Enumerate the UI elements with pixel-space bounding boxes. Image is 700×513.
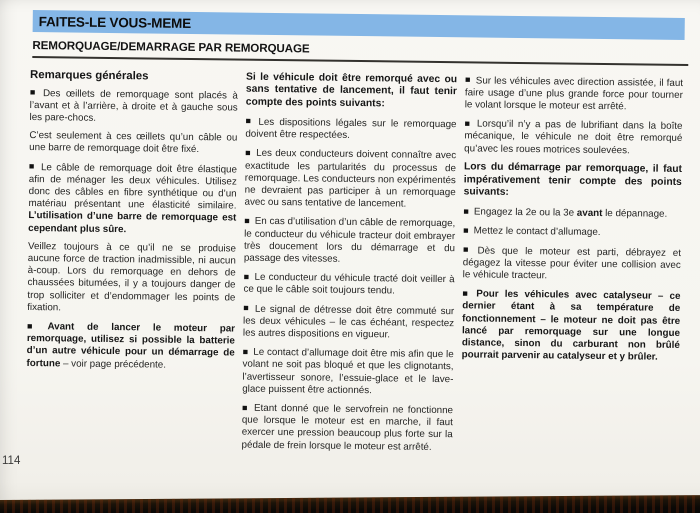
bullet-square-icon: ■: [245, 147, 252, 158]
text: Lorsqu’il n’y a pas de lubrifiant dans la boîte mécanique, le véhicule ne doit être remorqué qu’avec les roues motrices soulevées.: [464, 118, 683, 156]
text: Sur les véhicules avec direction assistée, il faut faire usage d’une plus grande force pour tourner le volant lorsque le moteur est arrêté.: [464, 75, 684, 113]
bullet-paragraph: [245, 116, 456, 144]
text: le dépannage.: [602, 208, 668, 221]
bullet-square-icon: ■: [245, 116, 254, 127]
text: Le conducteur du véhicule tracté doit veiller à ce que le câble soit toujours tendu.: [243, 271, 455, 297]
bullet-paragraph: [242, 402, 454, 454]
bullet-square-icon: ■: [463, 225, 469, 236]
bullet-square-icon: ■: [465, 74, 471, 85]
bullet-paragraph: [244, 215, 456, 267]
bullet-paragraph: [462, 288, 681, 365]
text: Les deux conducteurs doivent connaître avec exactitude les partularités du processus de remorquage. Les conducteurs non expérimentés ne devraient pas participer à un remorquage avec ou sans tentative de lancement.: [244, 148, 457, 210]
bullet-paragraph: [463, 225, 681, 241]
text: Engagez la 2e ou la 3e: [473, 206, 577, 219]
paragraph: [29, 130, 237, 157]
bullet-square-icon: ■: [29, 87, 39, 98]
bold-text: Remarques générales: [30, 68, 149, 83]
text: Le contact d’allumage doit être mis afin que le volant ne soit pas bloqué et que les clignotants, l’avertisseur sonore, l’essuie-glace et le lave-glace puissent être actionnés.: [242, 346, 454, 397]
text: – voir page précédente.: [60, 358, 167, 371]
column-heading: [464, 161, 682, 202]
text: Mettez le contact d’allumage.: [473, 225, 601, 239]
text: Des œillets de remorquage sont placés à l’avant et à l’arrière, à droite et à gauche sous les pare-chocs.: [29, 87, 238, 124]
bullet-paragraph: [29, 87, 237, 127]
bullet-square-icon: ■: [241, 402, 250, 413]
bullet-paragraph: [243, 302, 454, 342]
text: Dès que le moteur est parti, débrayez et dégagez la vitesse pour éviter une collision avec le véhicule tracteur.: [462, 245, 682, 282]
page-number: 114: [2, 455, 21, 467]
bold-text: Avant de lancer le moteur par remorquage, utilisez si possible la batterie d’un autre véhicule pour un démarrage de fortune: [26, 321, 236, 370]
text: C’est seulement à ces œillets qu’un câble ou une barre de remorquage doit être fixé.: [29, 130, 238, 156]
band-title: FAITES-LE VOUS-MEME: [38, 13, 192, 31]
text: Le signal de détresse doit être commuté sur les deux véhicules – le cas échéant, respectez les autres dispositions en vigueur.: [242, 303, 455, 341]
bullet-paragraph: [464, 118, 682, 158]
bullet-square-icon: ■: [462, 244, 473, 255]
bullet-square-icon: ■: [243, 271, 250, 282]
bullet-square-icon: ■: [243, 302, 251, 313]
header-band: [33, 10, 685, 40]
bullet-paragraph: [243, 271, 454, 299]
text: Les dispositions légales sur le remorquage doivent être respectées.: [245, 116, 457, 142]
bullet-square-icon: ■: [464, 118, 472, 129]
bullet-square-icon: ■: [26, 320, 43, 331]
bullet-square-icon: ■: [462, 288, 472, 299]
bold-text: Lors du démarrage par remorquage, il faut impérativement tenir compte des points suivants:: [463, 161, 683, 199]
bold-text: Si le véhicule doit être remorqué avec ou sans tentative de lancement, il faut tenir compte des points suivants:: [245, 71, 458, 110]
bullet-paragraph: [463, 244, 681, 284]
column-2: [241, 71, 457, 460]
column-heading: [246, 71, 457, 112]
bullet-paragraph: [242, 346, 454, 398]
bullet-square-icon: ■: [463, 206, 469, 217]
bullet-paragraph: [26, 320, 235, 372]
text: Veillez toujours à ce qu’il ne se produise aucune force de traction inadmissible, ni aucun à-coup. Lors du remorquage en dehors de chaussées bitumées, il y a toujours danger de trop solliciter et d’endommager les points de fixation.: [27, 240, 237, 314]
bullet-paragraph: [463, 206, 681, 222]
text: En cas d’utilisation d’un câble de remorquage, le conducteur du véhicule tracteur doit embrayer très doucement lors du démarrage et du passage des vitesses.: [243, 216, 456, 265]
column-1: [25, 69, 238, 458]
bold-text: avant: [576, 207, 603, 220]
text: Etant donné que le servofrein ne fonctionne que lorsque le moteur est en marche, il faut exercer une pression beaucoup plus forte sur la pédale de frein lorsque le moteur est arrêté.: [241, 402, 454, 453]
section-title: REMORQUAGE/DEMARRAGE PAR REMORQUAGE: [32, 39, 310, 56]
column-3: [460, 74, 683, 463]
bold-text: L’utilisation d’une barre de remorquage est cependant plus sûre.: [28, 210, 237, 235]
bullet-paragraph: [28, 161, 237, 238]
paragraph: [27, 241, 236, 317]
bold-text: Pour les véhicules avec catalyseur – ce dernier étant à sa température de fonctionnement – le moteur ne doit pas être lancé par remorquage sur une longue distance, sinon du carburant non brûlé pourrait parvenir au catalyseur et y brûler.: [461, 288, 681, 363]
bullet-paragraph: [465, 74, 683, 114]
bullet-square-icon: ■: [242, 346, 249, 357]
bullet-square-icon: ■: [28, 161, 37, 172]
bullet-square-icon: ■: [244, 215, 250, 226]
text: Le câble de remorquage doit être élastique afin de ménager les deux véhicules. Utilisez donc des câbles en fibre synthétique ou d’un matériau présentant une élasticité similaire.: [28, 161, 238, 212]
bullet-paragraph: [244, 147, 456, 212]
text-columns: [0, 68, 699, 463]
column-title: [30, 69, 238, 85]
